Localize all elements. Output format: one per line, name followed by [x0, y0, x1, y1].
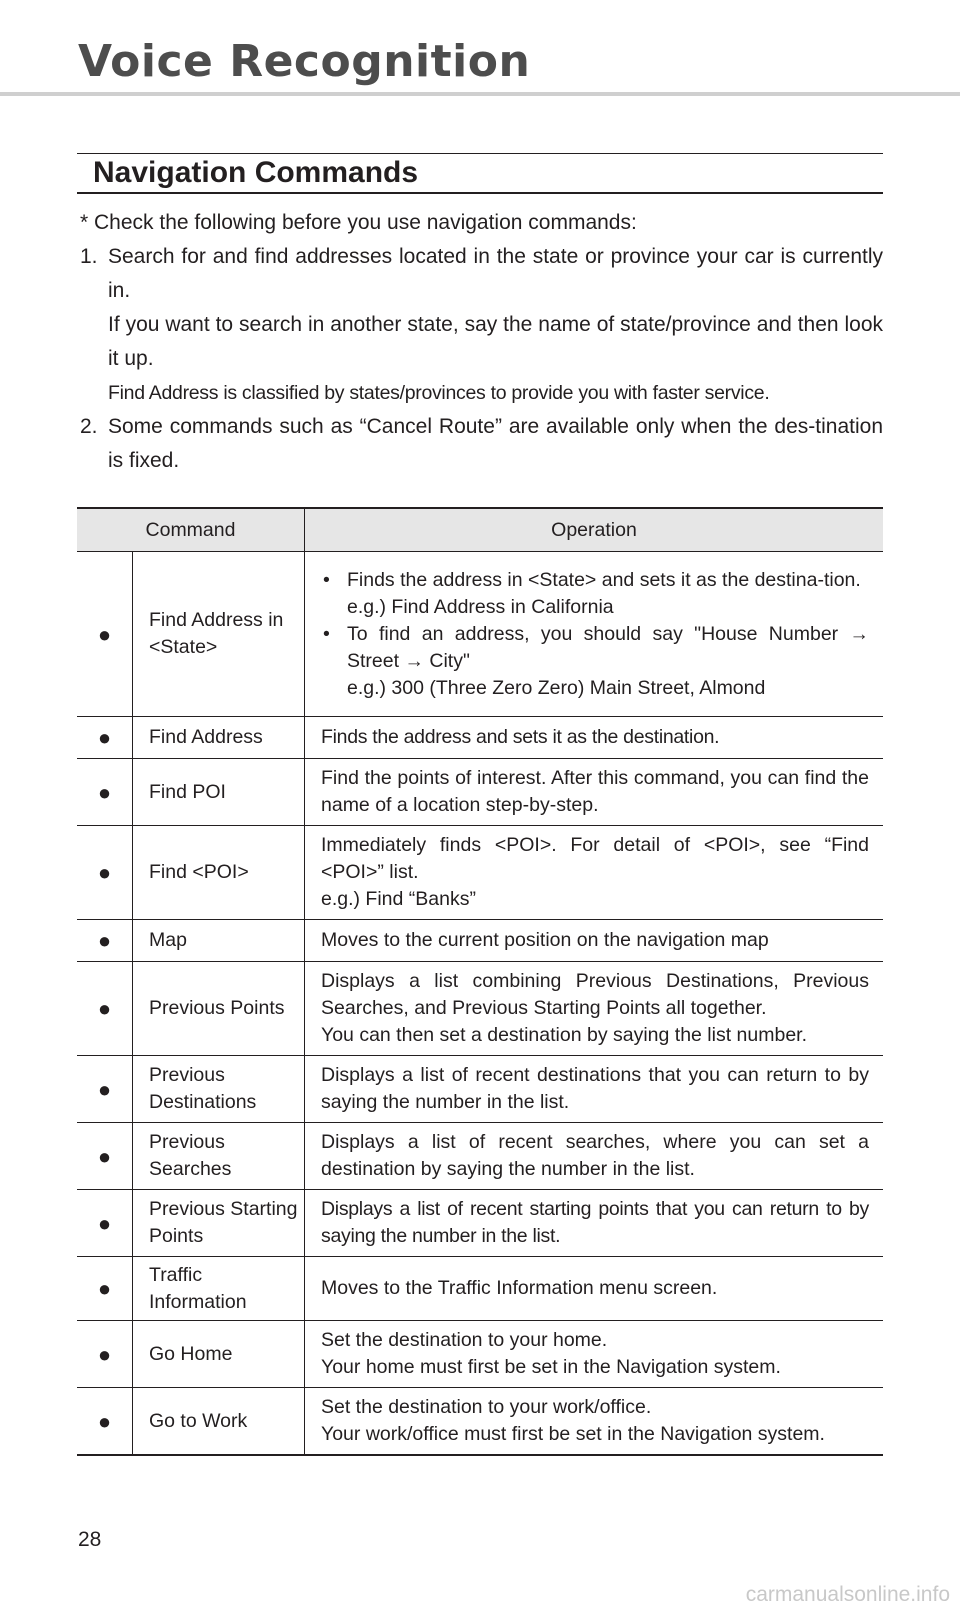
command-name: Find Address	[133, 717, 305, 759]
operation-cell	[305, 552, 884, 717]
operation-text: Displays a list combining Previous Destinations, Previous Searches, and Previous Starting Points all together.	[321, 970, 869, 1019]
table-row	[77, 920, 883, 962]
bullet-icon: ●	[77, 1190, 133, 1257]
header-rule	[0, 92, 960, 96]
bullet-icon: ●	[77, 920, 133, 962]
operation-text: Set the destination to your home.	[321, 1329, 608, 1351]
operation-bullet-item	[321, 567, 869, 621]
operation-bullet-item	[321, 621, 869, 702]
intro-item-2-text: Some commands such as “Cancel Route” are available only when the des-tination is fixed.	[108, 415, 883, 472]
command-name: Previous Destinations	[133, 1056, 305, 1123]
table-row	[77, 1257, 883, 1321]
operation-cell: Displays a list of recent starting points that you can return to by saying the number in the list.	[305, 1190, 884, 1257]
operation-line: To find an address, you should say "House Number → Street → City"	[347, 622, 869, 672]
table-row	[77, 717, 883, 759]
command-name: Find Address in <State>	[133, 552, 305, 717]
watermark: carmanualsonline.info	[745, 1583, 950, 1606]
command-name: Go to Work	[133, 1388, 305, 1456]
operation-text: Immediately finds <POI>. For detail of <POI>, see “Find <POI>” list.	[321, 834, 869, 883]
header-operation: Operation	[305, 508, 884, 552]
bullet-icon: ●	[77, 1321, 133, 1388]
header-command: Command	[77, 508, 305, 552]
operation-example: e.g.) Find “Banks”	[321, 888, 476, 910]
operation-example: e.g.) Find Address in California	[347, 595, 614, 618]
bullet-icon: ●	[77, 1388, 133, 1456]
section-title: Navigation Commands	[93, 156, 419, 189]
command-name: Find <POI>	[133, 826, 305, 920]
section-rule-top	[77, 153, 883, 154]
small-bullet-icon: •	[323, 568, 330, 591]
table-row	[77, 1123, 883, 1190]
intro-item-1-line-3: Find Address is classified by states/provinces to provide you with faster service.	[108, 382, 770, 404]
operation-cell	[305, 826, 884, 920]
table-row	[77, 759, 883, 826]
bullet-icon: ●	[77, 759, 133, 826]
intro-note: * Check the following before you use navigation commands:	[80, 211, 637, 234]
bullet-icon: ●	[77, 826, 133, 920]
section-rule-bottom	[77, 192, 883, 194]
operation-cell: Displays a list of recent searches, where you can set a destination by saying the number in the list.	[305, 1123, 884, 1190]
command-name: Traffic Information	[133, 1257, 305, 1321]
table-row	[77, 962, 883, 1056]
table-row	[77, 826, 883, 920]
intro-item-1	[80, 240, 883, 410]
table-row	[77, 1321, 883, 1388]
header-title: Voice Recognition	[78, 36, 531, 87]
bullet-icon: ●	[77, 552, 133, 717]
operation-text: Set the destination to your work/office.	[321, 1396, 652, 1418]
command-name: Previous Starting Points	[133, 1190, 305, 1257]
operation-cell	[305, 1388, 884, 1456]
operation-text-2: Your home must first be set in the Navigation system.	[321, 1356, 781, 1378]
operation-text-2: You can then set a destination by saying the list number.	[321, 1024, 808, 1046]
operation-cell	[305, 962, 884, 1056]
operation-cell: Moves to the current position on the navigation map	[305, 920, 884, 962]
table-header-row	[77, 508, 883, 552]
operation-cell: Moves to the Traffic Information menu screen.	[305, 1257, 884, 1321]
intro-item-2-number: 2.	[80, 415, 98, 438]
bullet-icon: ●	[77, 962, 133, 1056]
table-row	[77, 1190, 883, 1257]
command-name: Map	[133, 920, 305, 962]
table-row	[77, 1388, 883, 1456]
command-name: Previous Points	[133, 962, 305, 1056]
intro-item-1-line-1: Search for and find addresses located in the state or province your car is currently in.	[108, 245, 883, 302]
bullet-icon: ●	[77, 717, 133, 759]
command-name: Find POI	[133, 759, 305, 826]
bullet-icon: ●	[77, 1123, 133, 1190]
operation-example: e.g.) 300 (Three Zero Zero) Main Street, Almond	[347, 676, 766, 699]
bullet-icon: ●	[77, 1056, 133, 1123]
bullet-icon: ●	[77, 1257, 133, 1321]
page-number: 28	[78, 1528, 102, 1551]
table-row	[77, 1056, 883, 1123]
intro-item-2	[80, 410, 883, 478]
command-name: Go Home	[133, 1321, 305, 1388]
operation-text-2: Your work/office must first be set in the Navigation system.	[321, 1423, 825, 1445]
operation-cell	[305, 1321, 884, 1388]
intro-item-1-line-2: If you want to search in another state, say the name of state/province and then look it up.	[108, 313, 883, 370]
operation-cell: Find the points of interest. After this command, you can find the name of a location step-by-step.	[305, 759, 884, 826]
commands-table	[77, 507, 883, 1456]
operation-cell: Finds the address and sets it as the destination.	[305, 717, 884, 759]
intro-item-1-number: 1.	[80, 245, 98, 268]
small-bullet-icon: •	[323, 622, 330, 645]
intro	[80, 206, 883, 478]
command-name: Previous Searches	[133, 1123, 305, 1190]
operation-cell: Displays a list of recent destinations that you can return to by saying the number in the list.	[305, 1056, 884, 1123]
operation-line: Finds the address in <State> and sets it as the destina-tion.	[347, 568, 861, 591]
table-row	[77, 552, 883, 717]
